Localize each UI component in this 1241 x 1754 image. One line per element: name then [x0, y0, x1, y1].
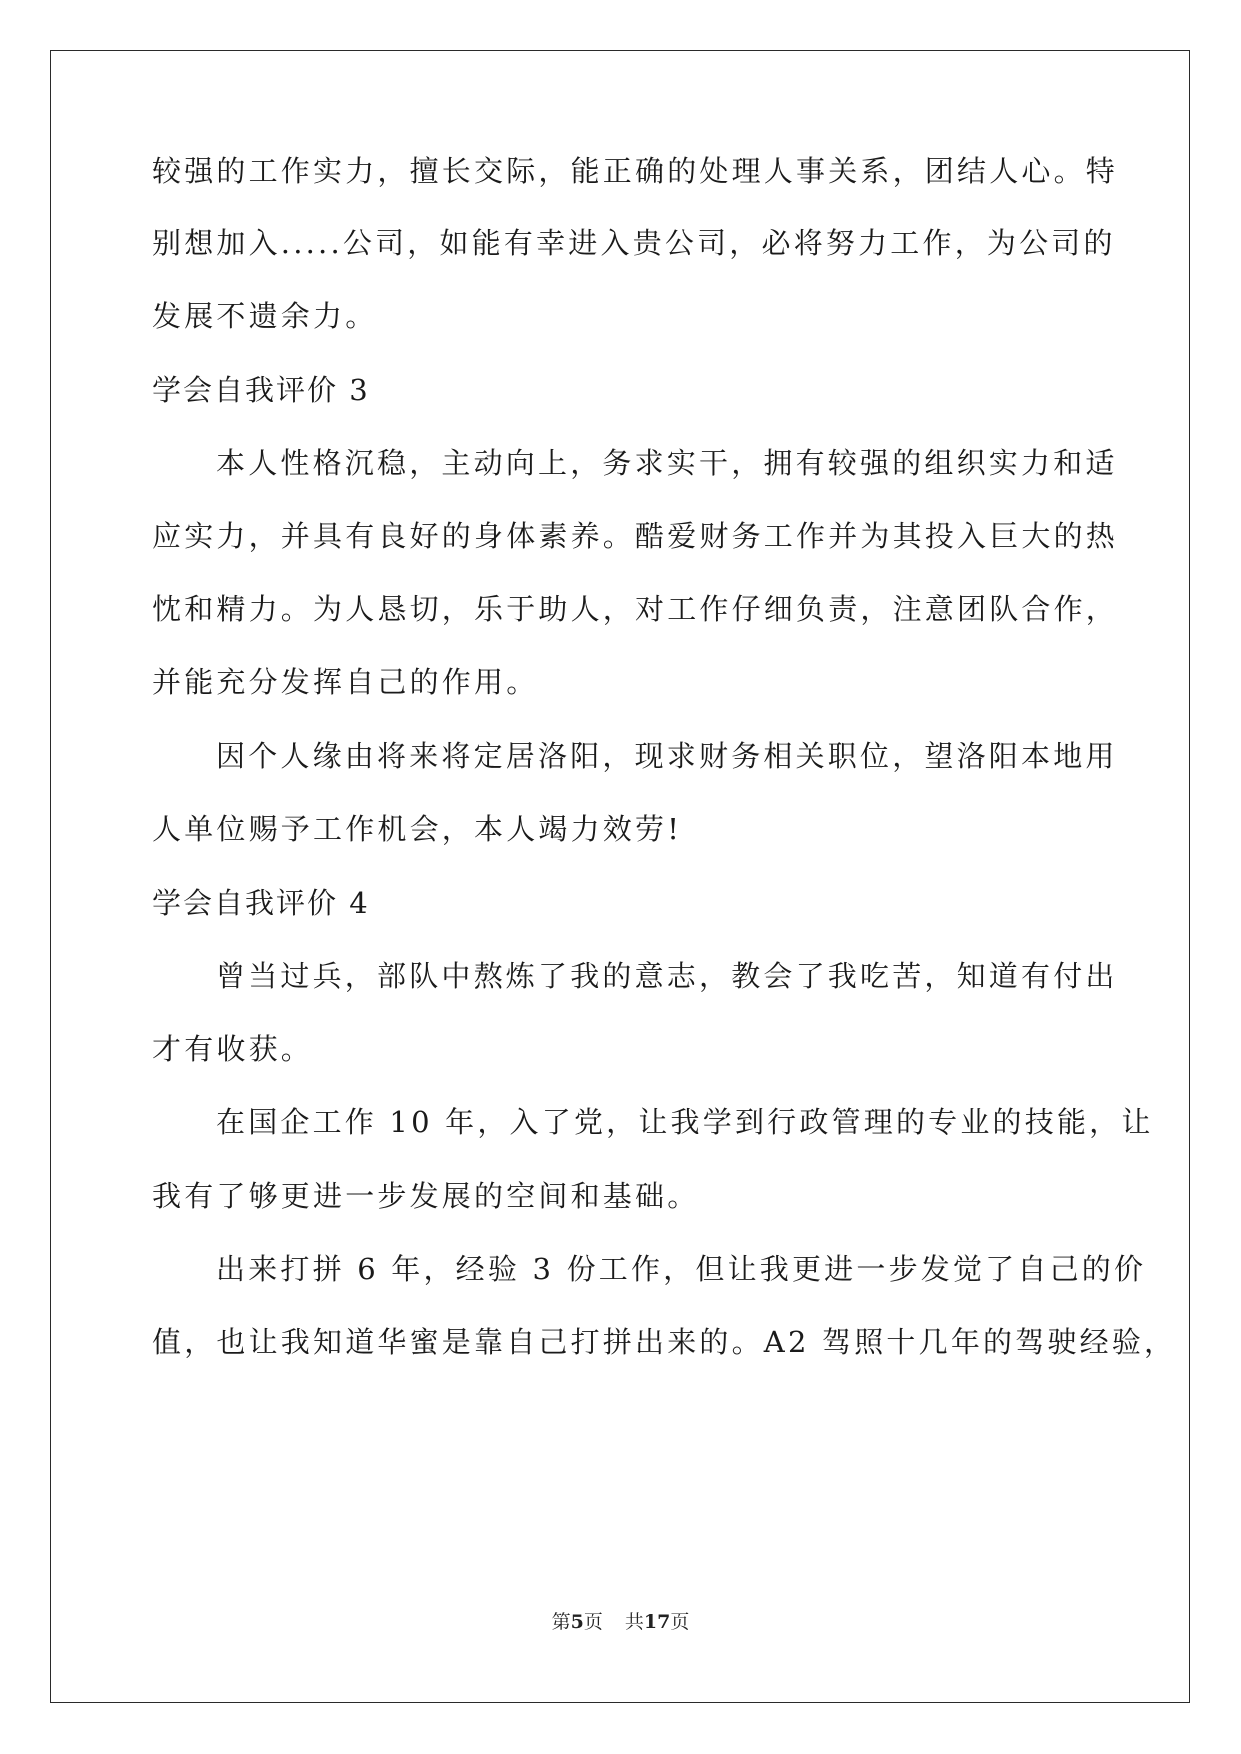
body-text-line: 较强的工作实力，擅长交际，能正确的处理人事关系，团结人心。特: [152, 154, 1119, 188]
section-heading: 学会自我评价 4: [152, 886, 370, 920]
paragraph-first-line: 本人性格沉稳，主动向上，务求实干，拥有较强的组织实力和适: [216, 446, 1118, 480]
body-text-line: 人单位赐予工作机会，本人竭力效劳!: [152, 812, 683, 846]
current-page-number: 5: [570, 1611, 584, 1633]
paragraph-first-line: 曾当过兵，部队中熬炼了我的意志，教会了我吃苦，知道有付出: [216, 959, 1118, 993]
body-text-line: 发展不遗余力。: [152, 299, 378, 333]
paragraph-first-line: 在国企工作 10 年，入了党，让我学到行政管理的专业的技能，让: [216, 1105, 1154, 1139]
paragraph-first-line: 出来打拼 6 年，经验 3 份工作，但让我更进一步发觉了自己的价: [216, 1252, 1147, 1286]
body-text-line: 并能充分发挥自己的作用。: [152, 665, 539, 699]
body-text-line: 别想加入.....公司，如能有幸进入贵公司，必将努力工作，为公司的: [152, 226, 1116, 260]
paragraph-first-line: 因个人缘由将来将定居洛阳，现求财务相关职位，望洛阳本地用: [216, 739, 1118, 773]
footer-total-prefix: 共: [624, 1611, 644, 1633]
section-heading: 学会自我评价 3: [152, 373, 370, 407]
body-text-line: 应实力，并具有良好的身体素养。酷爱财务工作并为其投入巨大的热: [152, 519, 1119, 553]
footer-total-suffix: 页: [670, 1611, 690, 1633]
footer-page-suffix: 页: [583, 1611, 603, 1633]
page-number-footer: [0, 1610, 1241, 1634]
body-text-line: 值，也让我知道华蜜是靠自己打拼出来的。A2 驾照十几年的驾驶经验，: [152, 1325, 1177, 1359]
body-text-line: 我有了够更进一步发展的空间和基础。: [152, 1179, 700, 1213]
body-text-line: 忱和精力。为人恳切，乐于助人，对工作仔细负责，注意团队合作，: [152, 592, 1119, 626]
footer-prefix: 第: [551, 1611, 571, 1633]
total-page-count: 17: [643, 1611, 671, 1633]
body-text-line: 才有收获。: [152, 1032, 314, 1066]
